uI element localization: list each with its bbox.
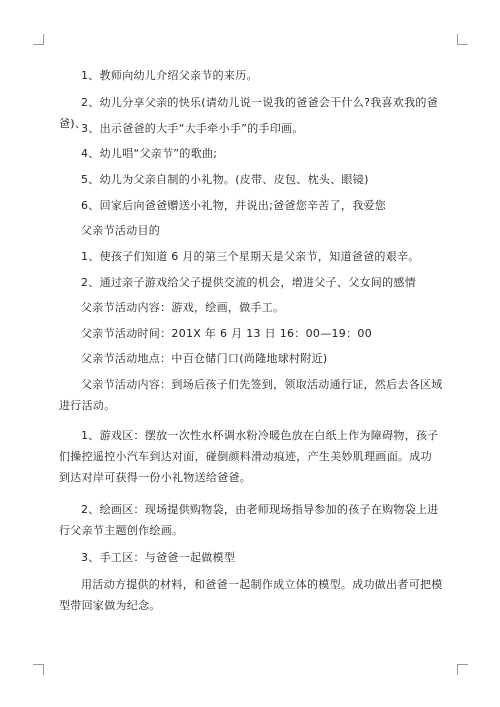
crop-mark-bottom-right: [457, 664, 468, 675]
paragraph: 2、通过亲子游戏给父子提供交流的机会，增进父子、父女间的感情: [81, 276, 416, 289]
paragraph: 5、幼儿为父亲自制的小礼物。(皮带、皮包、枕头、眼镜): [81, 173, 369, 186]
paragraph: 2、幼儿分享父亲的快乐(请幼儿说一说我的爸爸会干什么?我喜欢我的爸爸)、: [59, 96, 439, 130]
paragraph: 父亲节活动地点：中百仓储门口(尚隆地球村附近): [81, 352, 328, 365]
paragraph: 用活动方提供的材料，和爸爸一起制作成立体的模型。成功做出者可把模型带回家做为纪念。: [59, 578, 443, 612]
paragraph: 1、游戏区：摆放一次性水杯调水粉冷暖色放在白纸上作为障碍物，孩子们操控遥控小汽车到达对面，碰倒颜料滑动痕迹，产生美妙肌理画面。成功到达对岸可获得一份小礼物送给爸爸。: [59, 429, 439, 484]
section-heading: 父亲节活动目的: [81, 224, 161, 237]
crop-mark-top-left: [33, 34, 44, 45]
paragraph: 3、出示爸爸的大手“大手牵小手”的手印画。: [81, 122, 304, 135]
paragraph: 父亲节活动内容：游戏，绘画，做手工。: [81, 301, 285, 314]
paragraph: 1、使孩子们知道 6 月的第三个星期天是父亲节，知道爸爸的艰辛。: [81, 250, 420, 263]
paragraph: 2、绘画区：现场提供购物袋，由老师现场指导参加的孩子在购物袋上进行父亲节主题创作绘画。: [59, 503, 439, 537]
crop-mark-top-right: [457, 34, 468, 45]
paragraph: 1、教师向幼儿介绍父亲节的来历。: [81, 69, 258, 82]
paragraph: 父亲节活动时间：201X 年 6 月 13 日 16：00—19：00: [81, 327, 372, 340]
paragraph: 父亲节活动内容：到场后孩子们先签到，领取活动通行证，然后去各区域进行活动。: [59, 378, 443, 412]
paragraph: 6、回家后向爸爸赠送小礼物，并说出;爸爸您辛苦了，我爱您: [81, 199, 387, 212]
paragraph: 3、手工区：与爸爸一起做模型: [81, 551, 236, 564]
paragraph: 4、幼儿唱“父亲节”的歌曲;: [81, 147, 218, 160]
crop-mark-bottom-left: [33, 664, 44, 675]
